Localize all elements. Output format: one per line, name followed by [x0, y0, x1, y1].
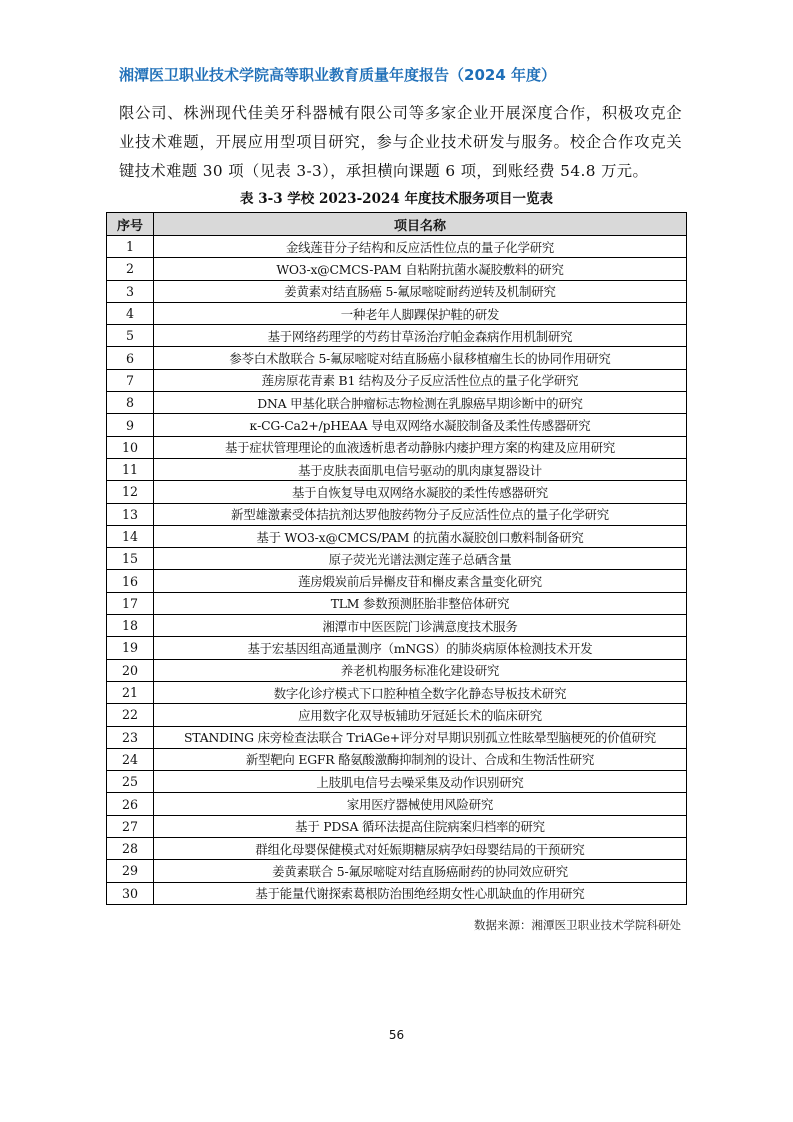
project-name: 参苓白术散联合 5-氟尿嘧啶对结直肠癌小鼠移植瘤生长的协同作用研究: [154, 347, 687, 369]
table-row: [107, 704, 687, 726]
column-header-number: 序号: [107, 213, 154, 236]
project-name: 基于症状管理理论的血液透析患者动静脉内瘘护理方案的构建及应用研究: [154, 436, 687, 458]
tech-service-projects-table: [106, 212, 687, 905]
row-number: 22: [107, 704, 154, 726]
table-row: [107, 771, 687, 793]
row-number: 27: [107, 815, 154, 837]
table-row: [107, 726, 687, 748]
row-number: 12: [107, 481, 154, 503]
project-name: 基于自恢复导电双网络水凝胶的柔性传感器研究: [154, 481, 687, 503]
row-number: 29: [107, 860, 154, 882]
project-name: 养老机构服务标准化建设研究: [154, 659, 687, 681]
row-number: 23: [107, 726, 154, 748]
row-number: 16: [107, 570, 154, 592]
project-name: STANDING 床旁检查法联合 TriAGe+评分对早期识别孤立性眩晕型脑梗死的价值研究: [154, 726, 687, 748]
report-header-title: 湘潭医卫职业技术学院高等职业教育质量年度报告（2024 年度）: [119, 66, 556, 84]
project-name: 上肢肌电信号去噪采集及动作识别研究: [154, 771, 687, 793]
table-row: [107, 236, 687, 258]
table-row: [107, 637, 687, 659]
paragraph-line: 限公司、株洲现代佳美牙科器械有限公司等多家企业开展深度合作，积极攻克企: [119, 104, 683, 122]
table-row: [107, 793, 687, 815]
table-header-row: [107, 213, 687, 236]
table-row: [107, 592, 687, 614]
row-number: 9: [107, 414, 154, 436]
table-row: [107, 302, 687, 324]
paragraph-line: 键技术难题 30 项（见表 3-3），承担横向课题 6 项，到账经费 54.8 万元。: [119, 162, 649, 180]
project-name: 基于能量代谢探索葛根防治围绝经期女性心肌缺血的作用研究: [154, 882, 687, 904]
table-row: [107, 570, 687, 592]
project-name: 数字化诊疗模式下口腔种植全数字化静态导板技术研究: [154, 681, 687, 703]
project-name: 家用医疗器械使用风险研究: [154, 793, 687, 815]
row-number: 2: [107, 258, 154, 280]
table-row: [107, 347, 687, 369]
project-name: 基于皮肤表面肌电信号驱动的肌肉康复器设计: [154, 458, 687, 480]
row-number: 13: [107, 503, 154, 525]
table-row: [107, 481, 687, 503]
table-body: [107, 236, 687, 905]
row-number: 3: [107, 280, 154, 302]
project-name: 莲房煅炭前后异槲皮苷和槲皮素含量变化研究: [154, 570, 687, 592]
project-name: 姜黄素联合 5-氟尿嘧啶对结直肠癌耐药的协同效应研究: [154, 860, 687, 882]
table-row: [107, 860, 687, 882]
row-number: 24: [107, 748, 154, 770]
project-name: κ-CG-Ca2+/pHEAA 导电双网络水凝胶制备及柔性传感器研究: [154, 414, 687, 436]
project-name: 新型靶向 EGFR 酪氨酸激酶抑制剂的设计、合成和生物活性研究: [154, 748, 687, 770]
table-row: [107, 258, 687, 280]
body-paragraph: [119, 99, 689, 186]
row-number: 20: [107, 659, 154, 681]
table-row: [107, 659, 687, 681]
row-number: 17: [107, 592, 154, 614]
project-name: 姜黄素对结直肠癌 5-氟尿嘧啶耐药逆转及机制研究: [154, 280, 687, 302]
table-row: [107, 325, 687, 347]
row-number: 4: [107, 302, 154, 324]
table-row: [107, 525, 687, 547]
row-number: 1: [107, 236, 154, 258]
paragraph-line: 业技术难题，开展应用型项目研究，参与企业技术研发与服务。校企合作攻克关: [119, 133, 683, 151]
project-name: 群组化母婴保健模式对妊娠期糖尿病孕妇母婴结局的干预研究: [154, 838, 687, 860]
table-row: [107, 280, 687, 302]
row-number: 28: [107, 838, 154, 860]
project-name: 莲房原花青素 B1 结构及分子反应活性位点的量子化学研究: [154, 369, 687, 391]
table-row: [107, 548, 687, 570]
row-number: 5: [107, 325, 154, 347]
project-name: 基于 PDSA 循环法提高住院病案归档率的研究: [154, 815, 687, 837]
project-name: 应用数字化双导板辅助牙冠延长术的临床研究: [154, 704, 687, 726]
table-row: [107, 838, 687, 860]
project-name: 金线莲苷分子结构和反应活性位点的量子化学研究: [154, 236, 687, 258]
project-name: TLM 参数预测胚胎非整倍体研究: [154, 592, 687, 614]
project-name: WO3-x@CMCS-PAM 自粘附抗菌水凝胶敷料的研究: [154, 258, 687, 280]
row-number: 19: [107, 637, 154, 659]
row-number: 15: [107, 548, 154, 570]
page-number: 56: [388, 1028, 405, 1042]
project-name: 基于 WO3-x@CMCS/PAM 的抗菌水凝胶创口敷料制备研究: [154, 525, 687, 547]
table-row: [107, 681, 687, 703]
project-name: 湘潭市中医医院门诊满意度技术服务: [154, 615, 687, 637]
row-number: 11: [107, 458, 154, 480]
table-row: [107, 882, 687, 904]
row-number: 14: [107, 525, 154, 547]
table-row: [107, 815, 687, 837]
row-number: 10: [107, 436, 154, 458]
table-row: [107, 392, 687, 414]
row-number: 8: [107, 392, 154, 414]
row-number: 26: [107, 793, 154, 815]
table-row: [107, 748, 687, 770]
table-row: [107, 436, 687, 458]
row-number: 25: [107, 771, 154, 793]
row-number: 30: [107, 882, 154, 904]
project-name: 一种老年人脚踝保护鞋的研发: [154, 302, 687, 324]
row-number: 21: [107, 681, 154, 703]
table-row: [107, 369, 687, 391]
row-number: 6: [107, 347, 154, 369]
table-row: [107, 414, 687, 436]
project-name: 新型雄激素受体拮抗剂达罗他胺药物分子反应活性位点的量子化学研究: [154, 503, 687, 525]
data-source-note: 数据来源：湘潭医卫职业技术学院科研处: [474, 918, 681, 932]
column-header-project-name: 项目名称: [154, 213, 687, 236]
project-name: 原子荧光光谱法测定莲子总硒含量: [154, 548, 687, 570]
table-row: [107, 503, 687, 525]
row-number: 7: [107, 369, 154, 391]
table-row: [107, 458, 687, 480]
project-name: 基于宏基因组高通量测序（mNGS）的肺炎病原体检测技术开发: [154, 637, 687, 659]
table-caption: 表 3-3 学校 2023-2024 年度技术服务项目一览表: [240, 191, 553, 207]
project-name: 基于网络药理学的芍药甘草汤治疗帕金森病作用机制研究: [154, 325, 687, 347]
row-number: 18: [107, 615, 154, 637]
table-row: [107, 615, 687, 637]
project-name: DNA 甲基化联合肿瘤标志物检测在乳腺癌早期诊断中的研究: [154, 392, 687, 414]
